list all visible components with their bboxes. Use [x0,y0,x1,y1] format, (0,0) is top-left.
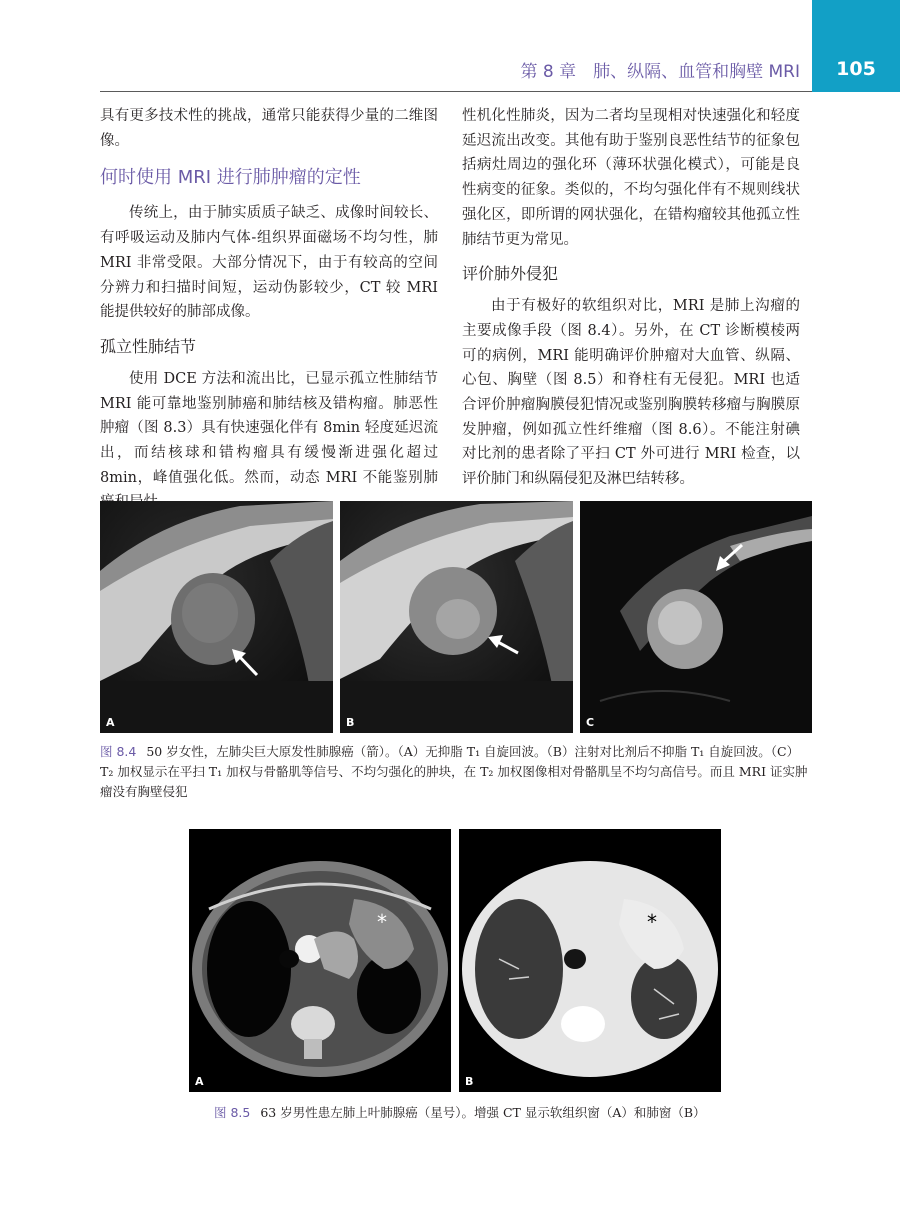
section-heading-mri-lung-tumor: 何时使用 MRI 进行肺肿瘤的定性 [100,167,361,189]
mri-t2-image [580,501,812,733]
panel-label: B [465,1075,474,1088]
mri-t1-image [100,501,333,733]
figure-8-4-caption [100,742,812,802]
figure-8-4-panel-a [100,501,333,733]
panel-label: C [586,716,595,729]
mri-t1-contrast-image [340,501,573,733]
figure-label: 图 8.4 [100,744,137,759]
panel-label: A [195,1075,204,1088]
caption-text: 50 岁女性，左肺尖巨大原发性肺腺癌（箭）。（A）无抑脂 T₁ 自旋回波。（B）注射对比剂后不抑脂 T₁ 自旋回波。（C）T₂ 加权显示在平扫 T₁ 加权与骨骼肌等信号、不均匀强化的肿块，在 T₂ 加权图像相对骨骼肌呈不均匀高信号。而且 MRI 证实肿瘤没有胸壁侵犯 [100,744,808,799]
ct-soft-tissue-window-image [189,829,451,1092]
continued-paragraph: 性机化性肺炎，因为二者均呈现相对快速强化和轻度延迟流出改变。其他有助于鉴别良恶性结节的征象包括病灶周边的强化环（薄环状强化模式），可能是良性病变的征象。类似的，不均匀强化伴有不规则线状强化区，即所谓的网状强化，在错构瘤较其他孤立性肺结节更为常见。 [462,108,800,248]
paragraph: 使用 DCE 方法和流出比，已显示孤立性肺结节 MRI 能可靠地鉴别肺癌和肺结核及错构瘤。肺恶性肿瘤（图 8.3）具有快速强化伴有 8min 轻度延迟流出，而结核球和错构瘤具有缓慢渐进强化超过 8min，峰值强化低。然而，动态 MRI 不能鉴别肺 [100,370,438,486]
panel-label: A [106,716,115,729]
figure-8-4-panel-b [340,501,573,733]
caption-text: 63 岁男性患左肺上叶肺腺癌（星号）。增强 CT 显示软组织窗（A）和肺窗（B） [260,1105,706,1120]
ct-lung-window-image [459,829,721,1092]
figure-8-5-caption [214,1103,814,1123]
left-column [100,104,438,515]
figure-8-4-panel-c [580,501,812,733]
asterisk-marker: * [647,910,657,934]
paragraph: 传统上，由于肺实质质子缺乏、成像时间较长、有呼吸运动及肺内气体-组织界面磁场不均匀性，肺 MRI 非常受限。大部分情况下，由于有较高的空间分辨力和扫描时间短，运动伪影较少，CT 较 MRI 能提供较好的肺部成像。 [100,205,438,321]
subsection-heading-extrapulmonary: 评价肺外侵犯 [462,264,559,284]
panel-label: B [346,716,355,729]
figure-label: 图 8.5 [214,1105,251,1120]
header-rule [100,91,812,92]
subsection-heading-solitary-nodule: 孤立性肺结节 [100,336,197,356]
chapter-title: 第 8 章 肺、纵隔、血管和胸壁 MRI [520,62,800,82]
asterisk-marker: * [377,910,387,934]
continued-paragraph: 具有更多技术性的挑战，通常只能获得少量的二维图像。 [100,108,438,149]
page-number: 105 [812,0,900,92]
figure-8-5-panel-b [459,829,721,1092]
figure-8-5-panel-a [189,829,451,1092]
right-column [462,104,800,492]
paragraph: 由于有极好的软组织对比，MRI 是肺上沟瘤的主要成像手段（图 8.4）。另外，在 CT 诊断模棱两可的病例，MRI 能明确评价肿瘤对大血管、纵隔、心包、胸壁（图 8.5）和脊柱有无侵犯。MRI 也适合评价肿瘤胸膜侵犯情况或鉴别胸膜转移瘤与胸膜原发肿瘤，例如孤立性纤维瘤（图 8.6）。不能注射碘对比剂的患者除了平扫 CT 外可进行 MRI 检查，以评价肺门和纵隔侵犯及淋巴结转移。 [462,298,800,488]
